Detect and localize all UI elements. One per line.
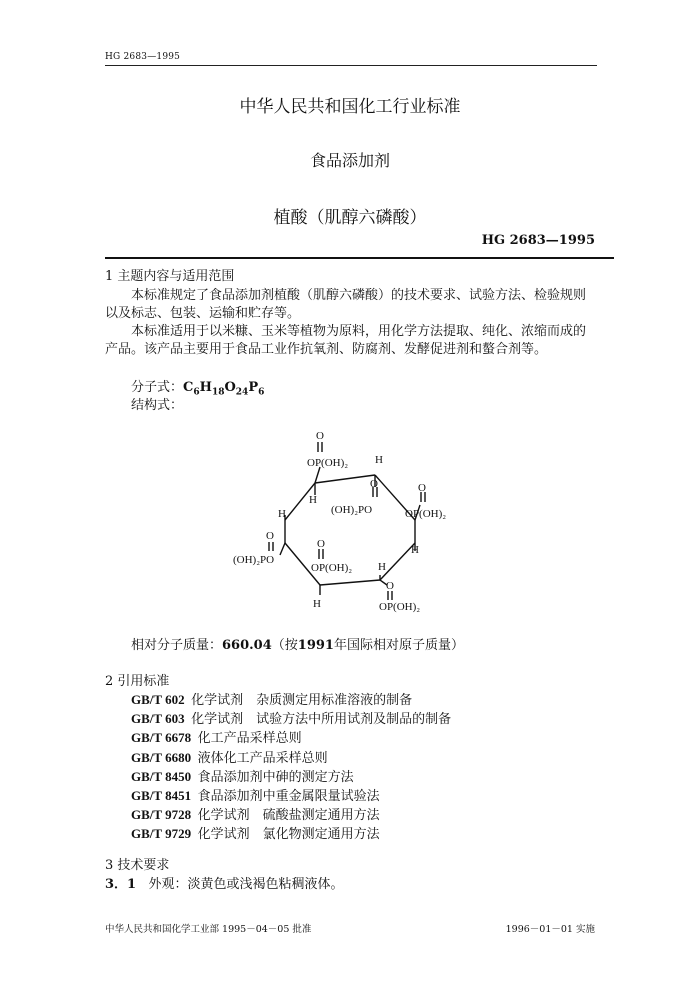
- structure-label-o: O: [386, 580, 394, 592]
- formula-label: 分子式：: [131, 380, 184, 395]
- structure-label-h: H: [278, 508, 286, 520]
- reference-standard-title: 化工产品采样总则: [197, 731, 302, 747]
- standard-name: 植酸（肌醇六磷酸）: [273, 208, 427, 228]
- structure-label-h: H: [411, 544, 419, 556]
- structure-label-h: H: [375, 454, 383, 466]
- section-1-paragraph-1: 本标准规定了食品添加剂植酸（肌醇六磷酸）的技术要求、试验方法、检验规则以及标志、包装、运输和贮存等。: [105, 288, 587, 321]
- reference-standard-row: [131, 728, 601, 747]
- relative-molecular-mass: 相对分子质量：660.04（按1991年国际相对原子质量）: [131, 638, 464, 653]
- section-3-heading: 3 技术要求: [105, 858, 170, 873]
- standard-subtitle: 食品添加剂: [309, 151, 390, 170]
- reference-standard-row: [131, 690, 601, 709]
- structure-label-h: H: [378, 561, 386, 573]
- reference-standard-code: GB/T 8450: [131, 768, 192, 784]
- structure-label-oh2po: (OH)₂PO: [331, 504, 373, 516]
- section-2-heading: 2 引用标准: [105, 674, 170, 689]
- reference-standard-code: GB/T 6678: [131, 730, 192, 746]
- reference-standard-code: GB/T 8451: [131, 787, 192, 803]
- reference-standard-title: 化学试剂 试验方法中所用试剂及制品的制备: [191, 712, 452, 728]
- reference-standard-code: GB/T 602: [131, 692, 185, 707]
- formula-value: $C_6H_{18}O_{24}P_6$: [183, 380, 265, 398]
- reference-standard-title: 化学试剂 氯化物测定通用方法: [197, 827, 380, 843]
- reference-standard-code: GB/T 6680: [131, 749, 192, 765]
- reference-standard-code: GB/T 9729: [131, 826, 192, 842]
- reference-standard-row: [131, 748, 601, 767]
- approval-date: 中华人民共和国化学工业部 1995－04－05 批准: [105, 924, 312, 935]
- header-rule: [105, 65, 597, 66]
- reference-standard-title: 食品添加剂中重金属限量试验法: [197, 788, 380, 804]
- running-header: HG 2683—1995: [105, 52, 181, 62]
- structure-label-o: O: [418, 482, 426, 494]
- reference-standard-title: 化学试剂 杂质测定用标准溶液的制备: [191, 693, 413, 708]
- reference-standard-row: [131, 824, 601, 843]
- reference-standard-code: GB/T 9728: [131, 807, 192, 823]
- structure-label: 结构式：: [131, 398, 184, 413]
- structure-label-h: H: [313, 598, 321, 610]
- implementation-date: 1996－01－01 实施: [505, 924, 595, 935]
- reference-standard-row: [131, 805, 601, 824]
- section-1-heading: 1 主题内容与适用范围: [105, 269, 235, 284]
- standard-title: 中华人民共和国化工行业标准: [239, 97, 461, 117]
- structure-label-o: O: [317, 538, 325, 550]
- title-rule: [105, 257, 614, 259]
- structure-label-op-oh2: OP(OH)₂: [311, 562, 353, 574]
- structure-label-o: O: [370, 478, 378, 490]
- structure-label-o: O: [266, 530, 274, 542]
- structure-label-op-oh2: OP(OH)₂: [405, 508, 447, 520]
- clause-3-1: 3．1 外观：淡黄色或浅褐色粘稠液体。: [105, 877, 344, 892]
- reference-standard-title: 化学试剂 硫酸盐测定通用方法: [197, 808, 380, 824]
- structure-label-o: O: [316, 430, 324, 442]
- reference-standard-row: [131, 767, 601, 786]
- reference-standard-row: [131, 786, 601, 805]
- structural-formula-diagram: [225, 425, 495, 620]
- reference-standard-title: 食品添加剂中砷的测定方法: [197, 769, 354, 785]
- standard-code: HG 2683—1995: [481, 233, 595, 248]
- structure-label-op-oh2: OP(OH)₂: [307, 457, 349, 469]
- reference-standard-code: GB/T 603: [131, 711, 185, 727]
- reference-standard-title: 液体化工产品采样总则: [197, 750, 328, 766]
- structure-label-op-oh2: OP(OH)₂: [379, 601, 421, 613]
- structure-label-oh2po: (OH)₂PO: [233, 554, 275, 566]
- reference-standards-list: [131, 690, 601, 844]
- structure-label-h: H: [309, 494, 317, 506]
- section-1-paragraph-2: 本标准适用于以米糠、玉米等植物为原料，用化学方法提取、纯化、浓缩而成的产品。该产品主要用于食品工业作抗氧剂、防腐剂、发酵促进剂和螯合剂等。: [105, 324, 587, 357]
- reference-standard-row: [131, 709, 601, 728]
